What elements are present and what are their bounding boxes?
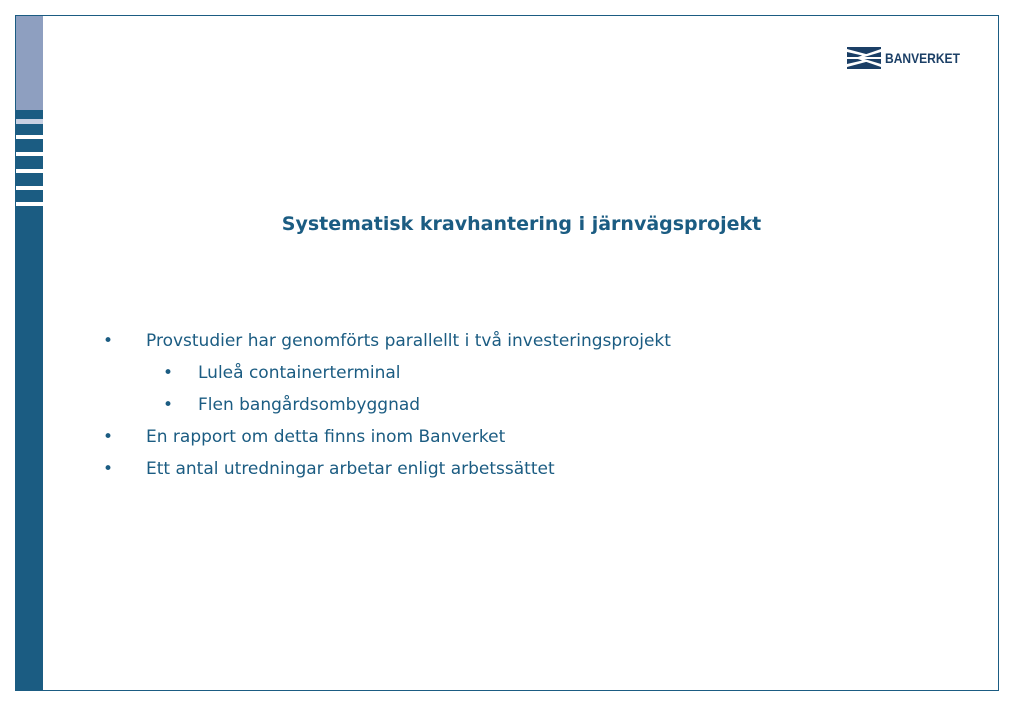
sidebar-stripe	[16, 169, 43, 173]
slide-title: Systematisk kravhantering i järnvägsprojekt	[281, 213, 762, 235]
sidebar-stripe	[16, 186, 43, 190]
banverket-logo-mark-icon	[847, 47, 881, 69]
sidebar-stripe	[16, 202, 43, 206]
list-item	[16, 395, 1000, 427]
logo-text: BANVERKET	[885, 50, 960, 66]
sidebar-stripe	[16, 119, 43, 124]
bullet-text: Provstudier har genomförts parallellt i två investeringsprojekt	[146, 331, 671, 351]
bullet-marker: •	[163, 395, 174, 415]
sidebar-stripe	[16, 152, 43, 156]
bullet-marker: •	[103, 427, 114, 447]
sidebar-stripe	[16, 135, 43, 139]
list-item	[16, 427, 1000, 459]
bullet-list	[16, 331, 1000, 491]
list-item	[16, 459, 1000, 491]
bullet-marker: •	[163, 363, 174, 383]
list-item	[16, 331, 1000, 363]
list-item	[16, 363, 1000, 395]
banverket-logo	[847, 47, 972, 69]
bullet-text: En rapport om detta finns inom Banverket	[146, 427, 506, 447]
bullet-text: Ett antal utredningar arbetar enligt arbetssättet	[146, 459, 555, 479]
slide	[15, 15, 999, 691]
bullet-text: Flen bangårdsombyggnad	[198, 395, 421, 415]
bullet-marker: •	[103, 331, 114, 351]
bullet-marker: •	[103, 459, 114, 479]
sidebar-band-top	[16, 16, 43, 110]
bullet-text: Luleå containerterminal	[198, 363, 401, 383]
